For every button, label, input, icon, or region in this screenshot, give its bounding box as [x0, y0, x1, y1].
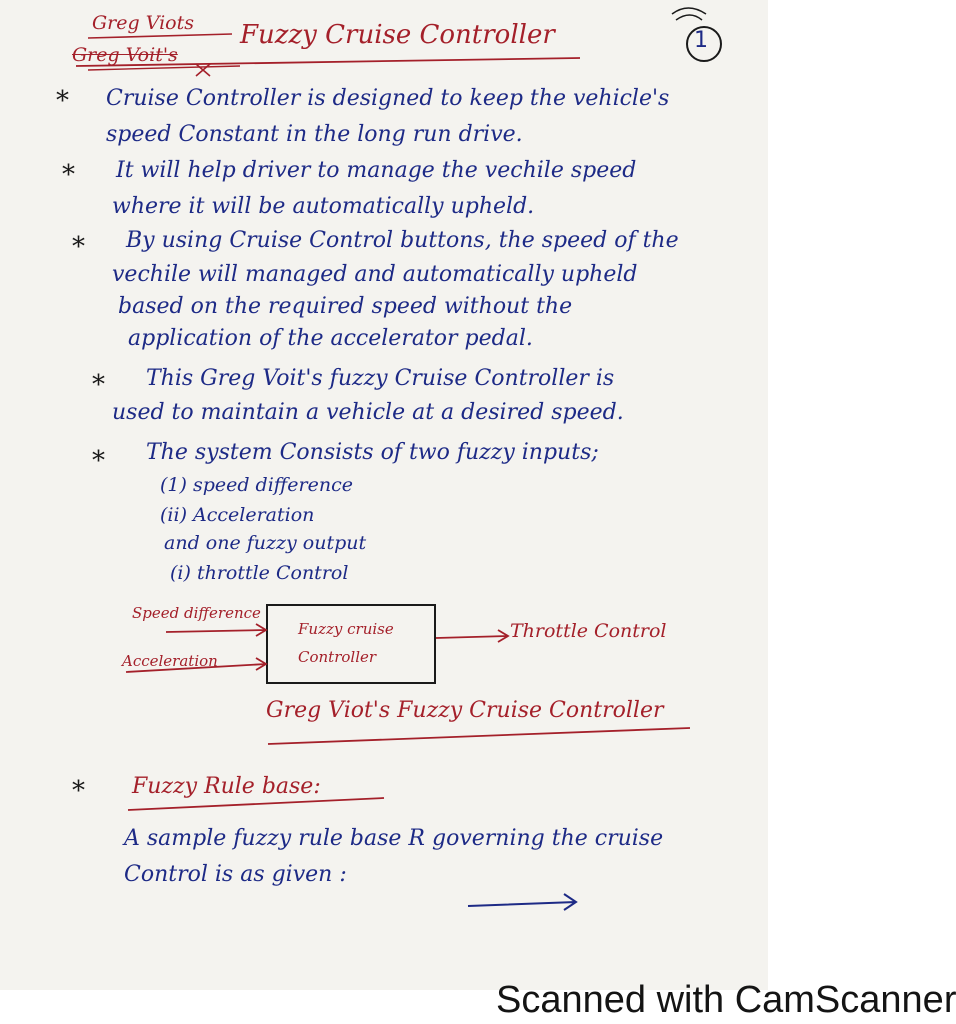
rule-base-text-line-2: Control is as given :	[124, 862, 347, 887]
bullet-star-icon: *	[72, 232, 85, 262]
continue-arrow-icon	[468, 894, 576, 910]
title-underline	[88, 34, 232, 38]
title-name-top: Greg Viots	[92, 12, 194, 34]
corner-scribble-icon	[672, 8, 706, 20]
output-item-1: (i) throttle Control	[170, 562, 349, 584]
title-underline	[76, 58, 580, 66]
caption-underline	[268, 728, 690, 744]
scanner-watermark: Scanned with CamScanner	[496, 979, 956, 1021]
bullet-star-icon: *	[72, 776, 85, 806]
diagram-box-line-1: Fuzzy cruise	[298, 620, 394, 638]
title-underline	[88, 66, 240, 70]
bullet-5-line-1: The system Consists of two fuzzy inputs;	[146, 440, 599, 465]
diagram-caption: Greg Viot's Fuzzy Cruise Controller	[266, 698, 664, 723]
input-item-2: (ii) Acceleration	[160, 504, 315, 526]
bullet-1-line-2: speed Constant in the long run drive.	[106, 122, 523, 147]
arrow-acceleration	[126, 658, 266, 672]
rule-heading-underline	[128, 798, 384, 810]
bullet-1-line-1: Cruise Controller is designed to keep the vehicle's	[106, 86, 670, 111]
diagram-input-acceleration: Acceleration	[122, 652, 218, 670]
bullet-star-icon: *	[92, 446, 105, 476]
bullet-star-icon: *	[56, 86, 69, 116]
page-number: 1	[694, 28, 708, 53]
arrow-speed-difference	[166, 624, 266, 636]
bullet-3-line-1: By using Cruise Control buttons, the speed of the	[126, 228, 679, 253]
bullet-3-line-3: based on the required speed without the	[118, 294, 573, 319]
rule-base-text-line-1: A sample fuzzy rule base R governing the cruise	[124, 826, 664, 851]
diagram-box-line-2: Controller	[298, 648, 377, 666]
page-number-circle-icon	[687, 27, 721, 61]
bullet-star-icon: *	[62, 160, 75, 190]
bullet-3-line-4: application of the accelerator pedal.	[128, 326, 533, 351]
bullet-4-line-1: This Greg Voit's fuzzy Cruise Controller is	[146, 366, 615, 391]
input-item-1: (1) speed difference	[160, 474, 353, 496]
title-name-crossed: Greg Voit's	[72, 44, 178, 66]
page-title: Fuzzy Cruise Controller	[240, 20, 555, 50]
diagram-input-speed-difference: Speed difference	[132, 604, 261, 622]
bullet-4-line-2: used to maintain a vehicle at a desired speed.	[112, 400, 624, 425]
bullet-star-icon: *	[92, 370, 105, 400]
arrow-throttle-control	[436, 630, 508, 642]
bullet-3-line-2: vechile will managed and automatically upheld	[112, 262, 638, 287]
rule-base-heading: Fuzzy Rule base:	[132, 774, 321, 799]
diagram-output-throttle: Throttle Control	[510, 620, 667, 642]
bullet-2-line-2: where it will be automatically upheld.	[112, 194, 535, 219]
output-intro: and one fuzzy output	[164, 532, 367, 554]
bullet-2-line-1: It will help driver to manage the vechile speed	[116, 158, 637, 183]
cross-mark-icon	[196, 64, 210, 76]
